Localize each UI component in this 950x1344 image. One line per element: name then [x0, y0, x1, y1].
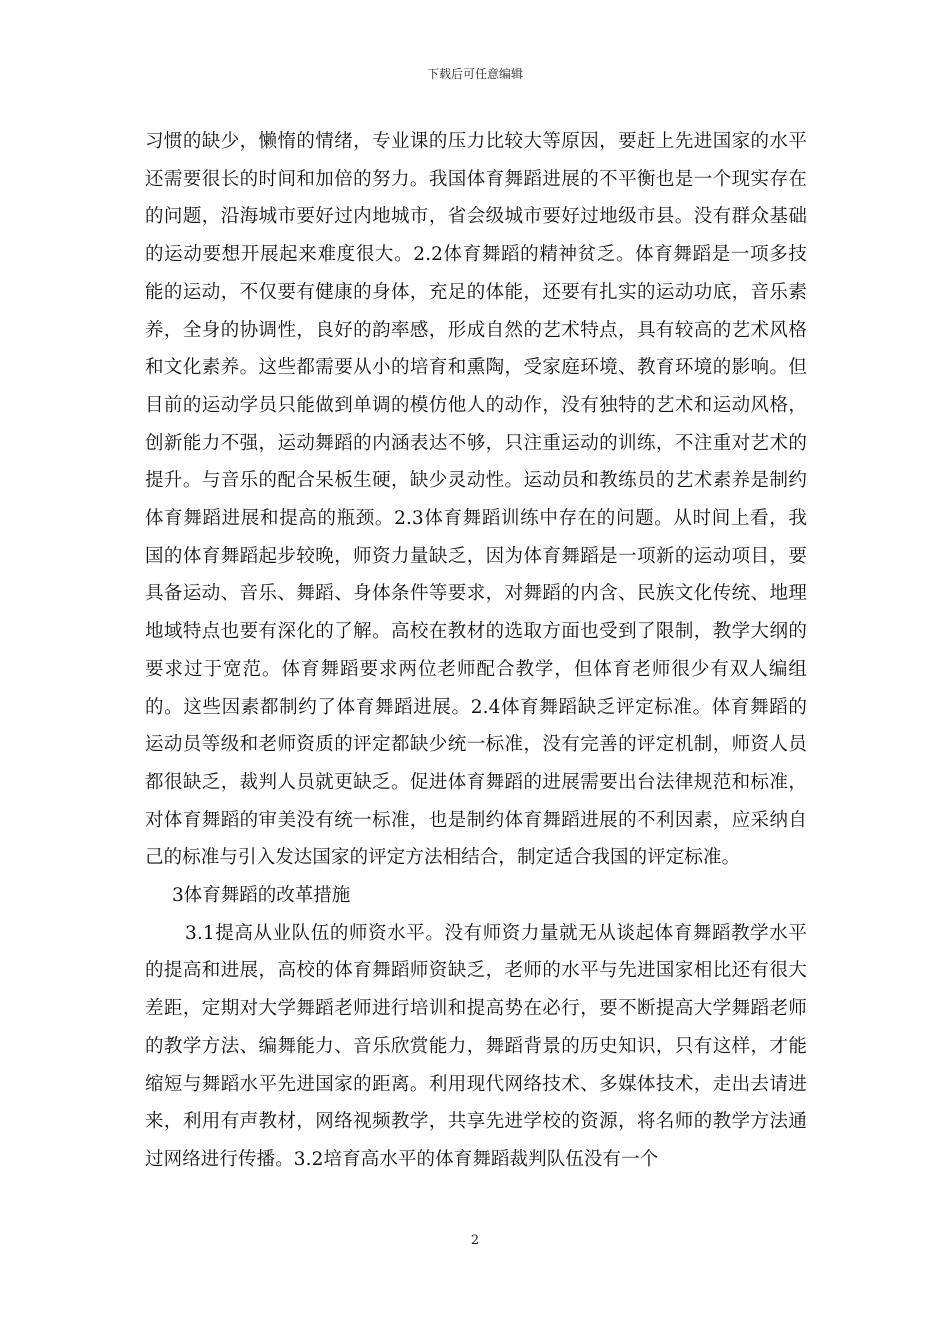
- body-paragraph: 习惯的缺少，懒惰的情绪，专业课的压力比较大等原因，要赶上先进国家的水平还需要很长的时间和加倍的努力。我国体育舞蹈进展的不平衡也是一个现实存在的问题，沿海城市要好过内地城市，省会级城市要好过地级市县。没有群众基础的运动要想开展起来难度很大。2.2体育舞蹈的精神贫乏。体育舞蹈是一项多技能的运动，不仅要有健康的身体，充足的体能，还要有扎实的运动功底，音乐素养，全身的协调性，良好的韵率感，形成自然的艺术特点，具有较高的艺术风格和文化素养。这些都需要从小的培育和熏陶，受家庭环境、教育环境的影响。但目前的运动学员只能做到单调的模仿他人的动作，没有独特的艺术和运动风格，创新能力不强，运动舞蹈的内涵表达不够，只注重运动的训练，不注重对艺术的提升。与音乐的配合呆板生硬，缺少灵动性。运动员和教练员的艺术素养是制约体育舞蹈进展和提高的瓶颈。2.3体育舞蹈训练中存在的问题。从时间上看，我国的体育舞蹈起步较晚，师资力量缺乏，因为体育舞蹈是一项新的运动项目，要具备运动、音乐、舞蹈、身体条件等要求，对舞蹈的内含、民族文化传统、地理地域特点也要有深化的了解。高校在教材的选取方面也受到了限制，教学大纲的要求过于宽范。体育舞蹈要求两位老师配合教学，但体育老师很少有双人编组的。这些因素都制约了体育舞蹈进展。2.4体育舞蹈缺乏评定标准。体育舞蹈的运动员等级和老师资质的评定都缺少统一标准，没有完善的评定机制，师资人员都很缺乏，裁判人员就更缺乏。促进体育舞蹈的进展需要出台法律规范和标准，对体育舞蹈的审美没有统一标准，也是制约体育舞蹈进展的不利因素，应采纳自己的标准与引入发达国家的评定方法相结合，制定适合我国的评定标准。: [145, 131, 807, 869]
- page-number: 2: [470, 1233, 480, 1248]
- body-paragraph: 3.1提高从业队伍的师资水平。没有师资力量就无从谈起体育舞蹈教学水平的提高和进展，高校的体育舞蹈师资缺乏，老师的水平与先进国家相比还有很大差距，定期对大学舞蹈老师进行培训和提高势在必行，要不断提高大学舞蹈老师的教学方法、编舞能力、音乐欣赏能力，舞蹈背景的历史知识，只有这样，才能缩短与舞蹈水平先进国家的距离。利用现代网络技术、多媒体技术，走出去请进来，利用有声教材，网络视频教学，共享先进学校的资源，将名师的教学方法通过网络进行传播。3.2培育高水平的体育舞蹈裁判队伍没有一个: [145, 922, 807, 1170]
- page-header: 下载后可任意编辑: [426, 67, 523, 81]
- document-body: [145, 123, 807, 1179]
- section-heading: 3体育舞蹈的改革措施: [172, 885, 351, 907]
